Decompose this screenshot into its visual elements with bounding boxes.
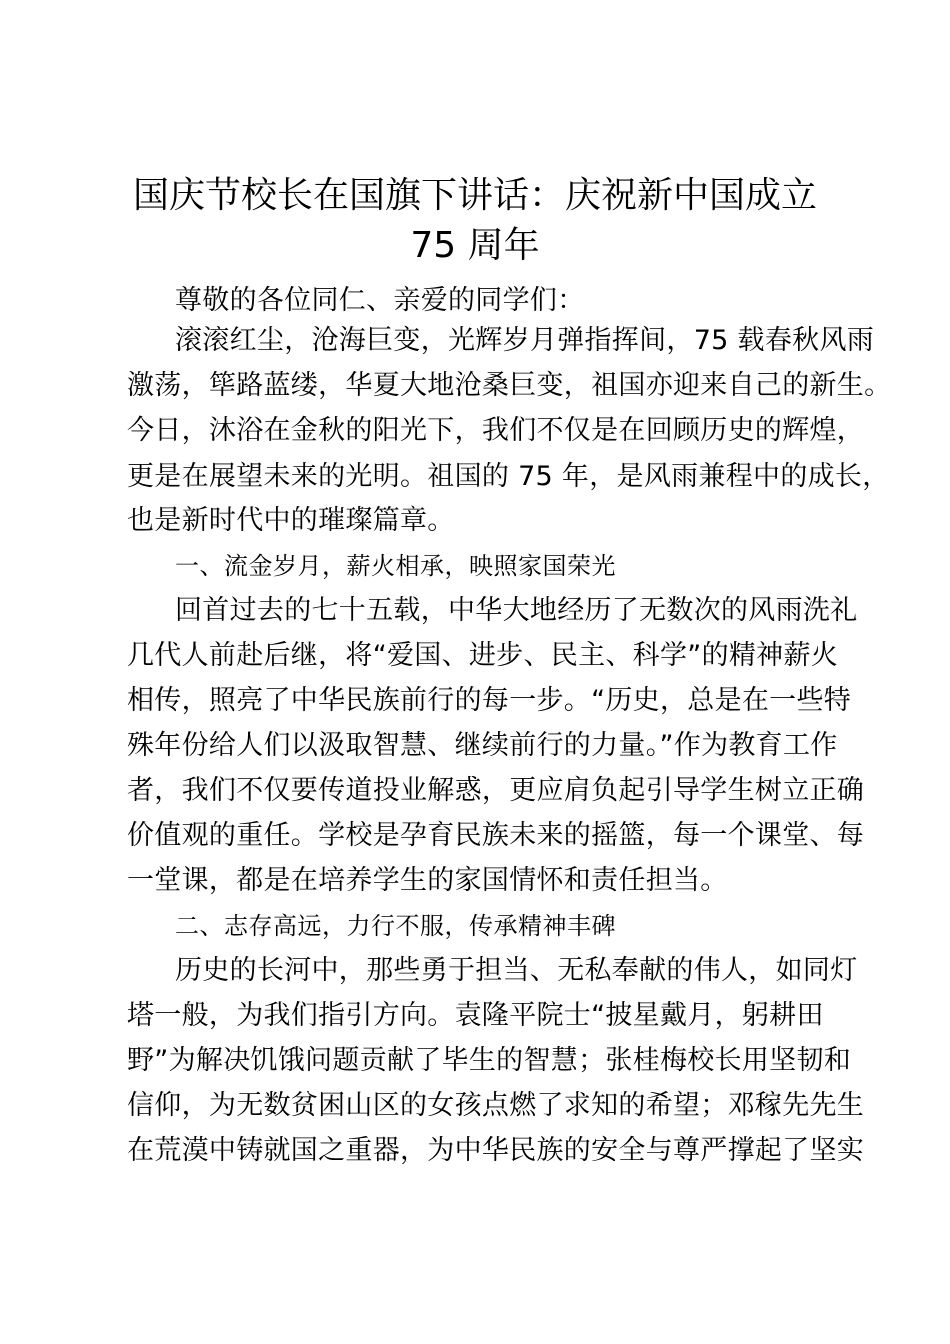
paragraph-line: 信仰，为无数贫困山区的女孩点燃了求知的希望；邓稼先先生: [127, 1090, 865, 1121]
paragraph-line: 回首过去的七十五载，中华大地经历了无数次的风雨洗礼: [175, 595, 858, 626]
paragraph-line: 相传，照亮了中华民族前行的每一步。“历史，总是在一些特: [127, 685, 852, 716]
section-heading-1: 一、流金岁月，薪火相承，映照家国荣光: [175, 552, 616, 580]
paragraph-line: 在荒漠中铸就国之重器，为中华民族的安全与尊严撑起了坚实: [127, 1135, 865, 1166]
paragraph-line: 激荡，筚路蓝缕，华夏大地沧桑巨变，祖国亦迎来自己的新生。: [127, 370, 892, 401]
paragraph-line: 滚滚红尘，沧海巨变，光辉岁月弹指挥间，75 载春秋风雨: [175, 325, 875, 356]
paragraph-line: 更是在展望未来的光明。祖国的 75 年，是风雨兼程中的成长，: [127, 461, 890, 492]
paragraph-line: 今日，沐浴在金秋的阳光下，我们不仅是在回顾历史的辉煌，: [127, 415, 865, 446]
paragraph-line: 几代人前赴后继，将“爱国、进步、民主、科学”的精神薪火: [127, 640, 839, 671]
paragraph-line: 野”为解决饥饿问题贡献了毕生的智慧；张桂梅校长用坚韧和: [127, 1045, 852, 1076]
paragraph-line: 也是新时代中的璀璨篇章。: [127, 505, 455, 536]
paragraph-line: 殊年份给人们以汲取智慧、继续前行的力量。”作为教育工作: [127, 730, 838, 761]
section-heading-2: 二、志存高远，力行不服，传承精神丰碑: [175, 912, 616, 940]
document-title-line-2: 75 周年: [410, 225, 540, 266]
paragraph-line: 者，我们不仅要传道投业解惑，更应肩负起引导学生树立正确: [127, 775, 865, 806]
salutation: 尊敬的各位同仁、亲爱的同学们：: [175, 285, 585, 316]
paragraph-line: 历史的长河中，那些勇于担当、无私奉献的伟人，如同灯: [175, 955, 858, 986]
paragraph-line: 塔一般，为我们指引方向。袁隆平院士“披星戴月，躬耕田: [127, 1000, 824, 1031]
paragraph-line: 一堂课，都是在培养学生的家国情怀和责任担当。: [127, 865, 728, 896]
paragraph-line: 价值观的重任。学校是孕育民族未来的摇篮，每一个课堂、每: [127, 820, 865, 851]
document-title-line-1: 国庆节校长在国旗下讲话：庆祝新中国成立: [132, 175, 817, 216]
